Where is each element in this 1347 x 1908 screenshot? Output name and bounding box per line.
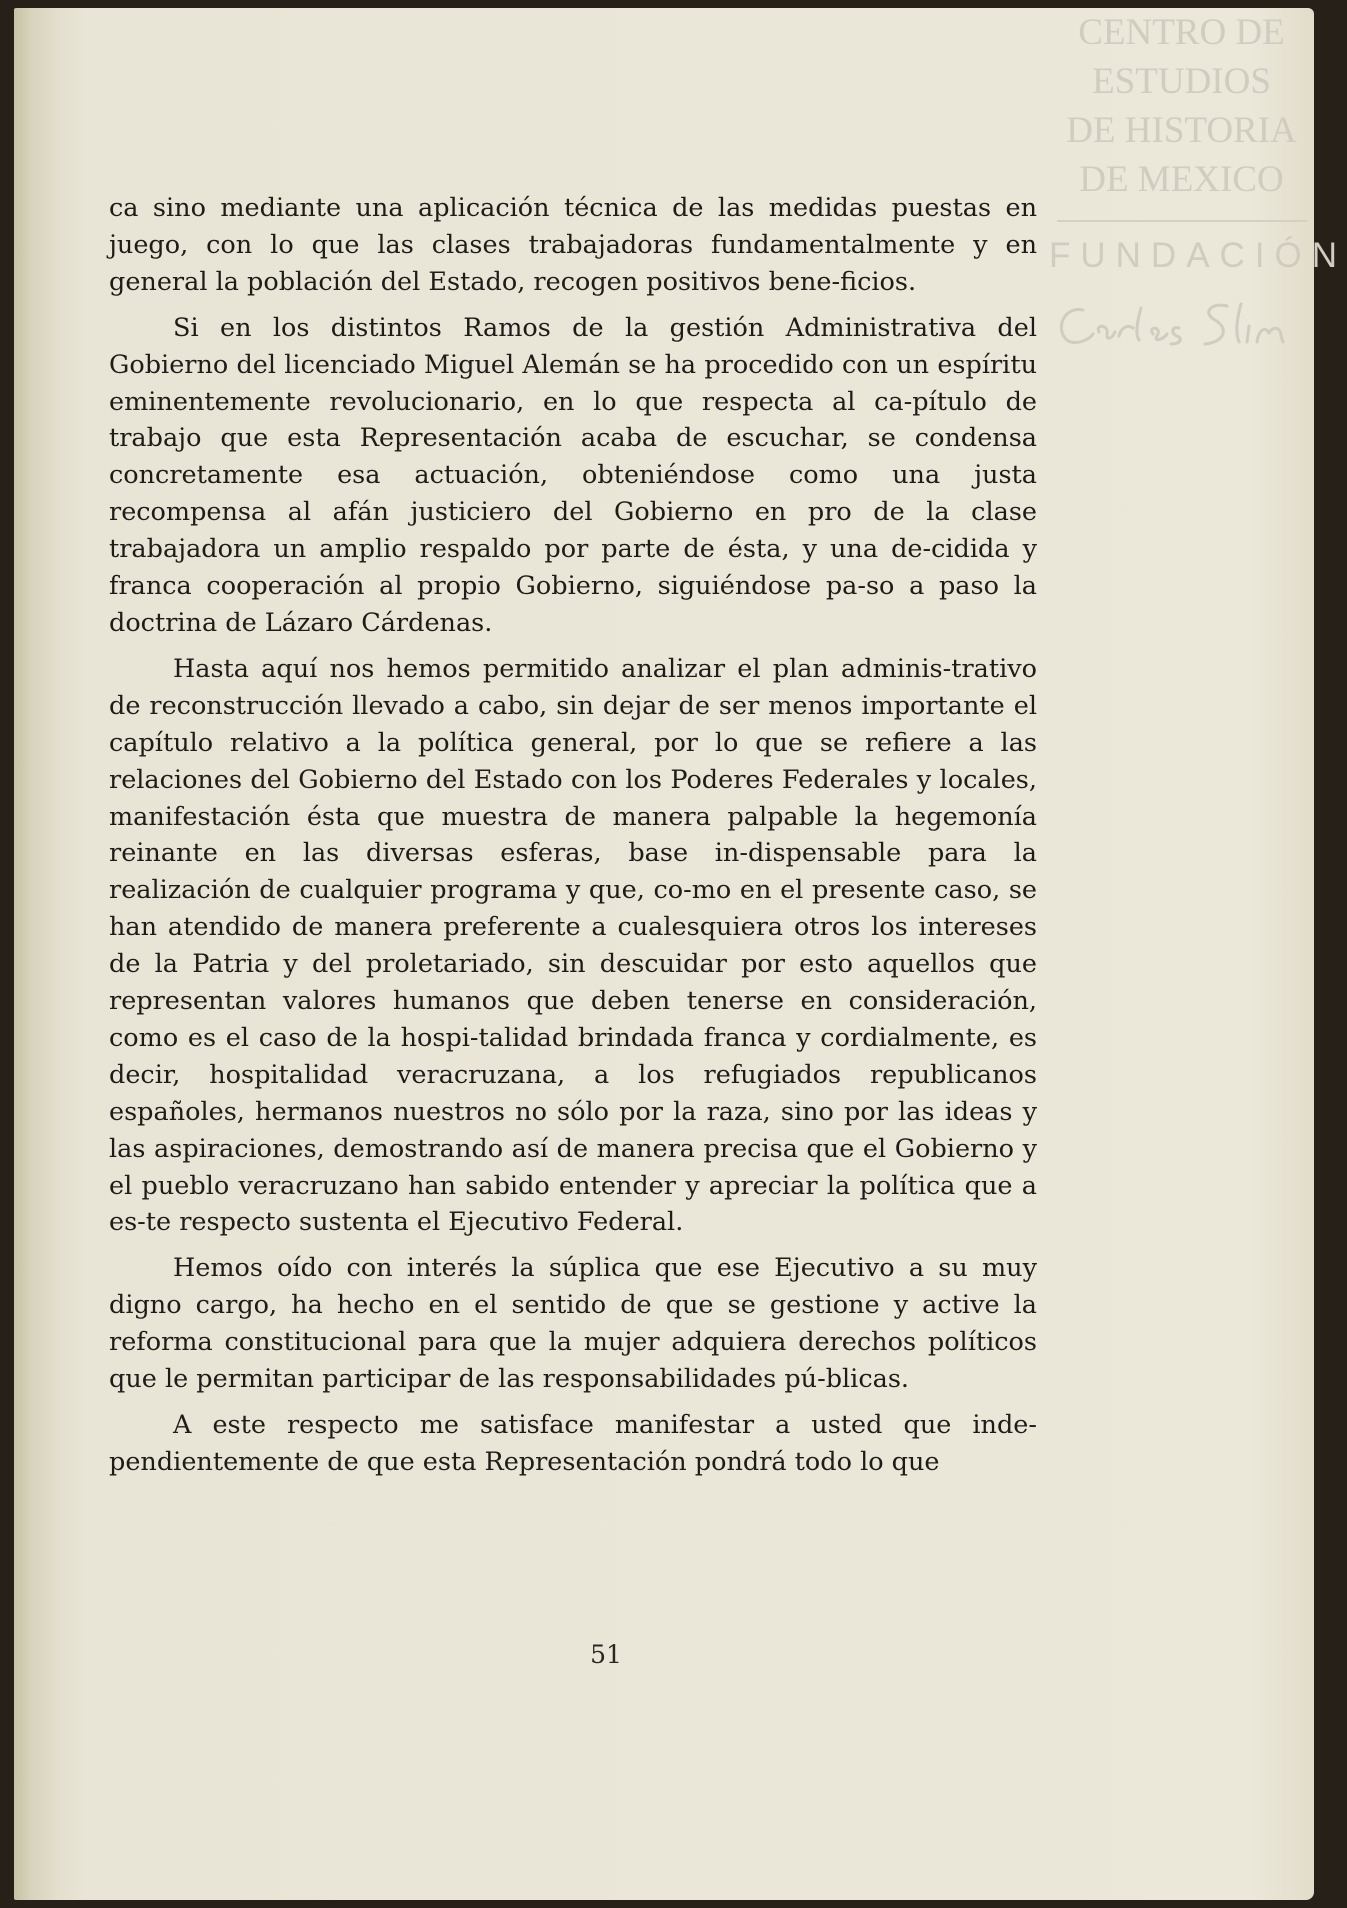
watermark-line-4: DE MEXICO — [1079, 159, 1284, 200]
watermark-line-2: ESTUDIOS — [1092, 61, 1271, 102]
watermark-line-1: CENTRO DE — [1078, 12, 1285, 53]
body-text — [109, 190, 1037, 1490]
page-number: 51 — [590, 1640, 622, 1669]
book-page — [14, 8, 1347, 1900]
watermark-line-3: DE HISTORIA — [1066, 110, 1297, 151]
paragraph-3: Hasta aquí nos hemos permitido analizar el plan adminis-trativo de reconstrucción llevado a cabo, sin dejar de ser menos importante el capítulo relativo a la política general, por lo que se refiere a las relaciones del Gobierno del Estado con los Poderes Federales y locales, manifestación ésta que muestra de manera palpable la hegemonía reinante en las diversas esferas, base in-dispensable para la realización de cualquier programa y que, co-mo en el presente caso, se han atendido de manera preferente a cualesquiera otros los intereses de la Patria y del proletariado, sin descuidar por esto aquellos que representan valores humanos que deben tenerse en consideración, como es el caso de la hospi-talidad brindada franca y cordialmente, es decir, hospitalidad veracruzana, a los refugiados republicanos españoles, hermanos nuestros no sólo por la raza, sino por las ideas y las aspiraciones, demostrando así de manera precisa que el Gobierno y el pueblo veracruzano han sabido entender y apreciar la política que a es-te respecto sustenta el Ejecutivo Federal. — [109, 653, 1037, 1238]
paragraph-2: Si en los distintos Ramos de la gestión Administrativa del Gobierno del licenciado Miguel Alemán se ha procedido con un espíritu eminentemente revolucionario, en lo que respecta al ca-pítulo de trabajo que esta Representación acaba de escuchar, se condensa concretamente esa actuación, obteniéndose como una justa recompensa al afán justiciero del Gobierno en pro de la clase trabajadora un amplio respaldo por parte de ésta, y una de-cidida y franca cooperación al propio Gobierno, siguiéndose pa-so a paso la doctrina de Lázaro Cárdenas. — [109, 312, 1037, 638]
paragraph-1: ca sino mediante una aplicación técnica de las medidas puestas en juego, con lo que las clases trabajadoras fundamentalmente y en general la población del Estado, recogen positivos bene-ficios. — [109, 193, 1037, 297]
watermark-divider — [1057, 220, 1307, 222]
watermark-foundation: FUNDACIÓN — [1049, 236, 1347, 275]
signature-logo-icon — [1049, 288, 1299, 358]
archive-watermark — [1049, 8, 1347, 338]
paragraph-4: Hemos oído con interés la súplica que ese Ejecutivo a su muy digno cargo, ha hecho en el sentido de que se gestione y active la reforma constitucional para que la mujer adquiera derechos políticos que le permitan participar de las responsabilidades pú-blicas. — [109, 1253, 1037, 1395]
paragraph-5: A este respecto me satisface manifestar a usted que inde-pendientemente de que esta Representación pondrá todo lo que — [109, 1410, 1037, 1477]
